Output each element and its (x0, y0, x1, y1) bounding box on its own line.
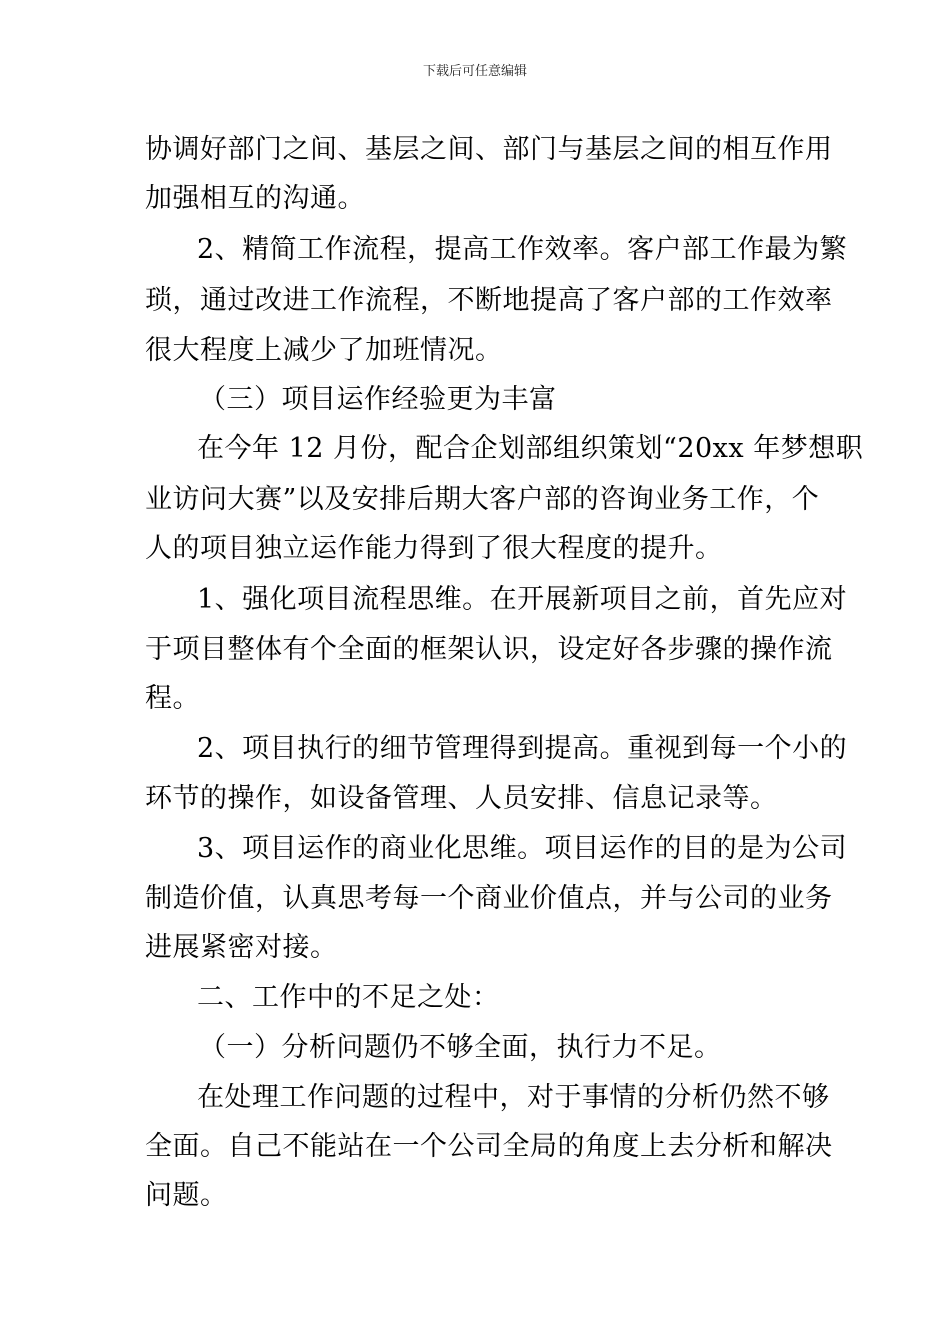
paragraph-line: 在处理工作问题的过程中，对于事情的分析仍然不够 (197, 1082, 830, 1113)
paragraph-line: 环节的操作，如设备管理、人员安排、信息记录等。 (145, 783, 778, 814)
paragraph-line: 进展紧密对接。 (145, 932, 338, 963)
paragraph-line: 业访问大赛”以及安排后期大客户部的咨询业务工作，个 (145, 484, 820, 515)
paragraph-line: 2、精简工作流程，提高工作效率。客户部工作最为繁 (197, 234, 848, 265)
section-heading: （三）项目运作经验更为丰富 (199, 384, 557, 415)
paragraph-line: 3、项目运作的商业化思维。项目运作的目的是为公司 (197, 833, 848, 864)
paragraph-line: 1、强化项目流程思维。在开展新项目之前，首先应对 (197, 584, 848, 615)
section-heading: （一）分析问题仍不够全面，执行力不足。 (199, 1032, 722, 1063)
paragraph-line: 制造价值，认真思考每一个商业价值点，并与公司的业务 (145, 883, 833, 914)
paragraph-line: 协调好部门之间、基层之间、部门与基层之间的相互作用 (145, 134, 833, 165)
paragraph-line: 琐，通过改进工作流程，不断地提高了客户部的工作效率 (145, 285, 833, 316)
paragraph-line: 程。 (145, 683, 200, 714)
section-heading: 二、工作中的不足之处： (197, 982, 500, 1013)
paragraph-line: 在今年 12 月份，配合企划部组织策划“20xx 年梦想职 (197, 433, 864, 464)
paragraph-line: 人的项目独立运作能力得到了很大程度的提升。 (145, 533, 723, 564)
paragraph-line: 很大程度上减少了加班情况。 (145, 335, 503, 366)
paragraph-line: 全面。自己不能站在一个公司全局的角度上去分析和解决 (145, 1131, 833, 1162)
paragraph-line: 加强相互的沟通。 (145, 183, 365, 214)
page-header: 下载后可任意编辑 (422, 64, 527, 79)
paragraph-line: 问题。 (145, 1180, 228, 1211)
paragraph-line: 2、项目执行的细节管理得到提高。重视到每一个小的 (197, 733, 848, 764)
paragraph-line: 于项目整体有个全面的框架认识，设定好各步骤的操作流 (145, 634, 833, 665)
